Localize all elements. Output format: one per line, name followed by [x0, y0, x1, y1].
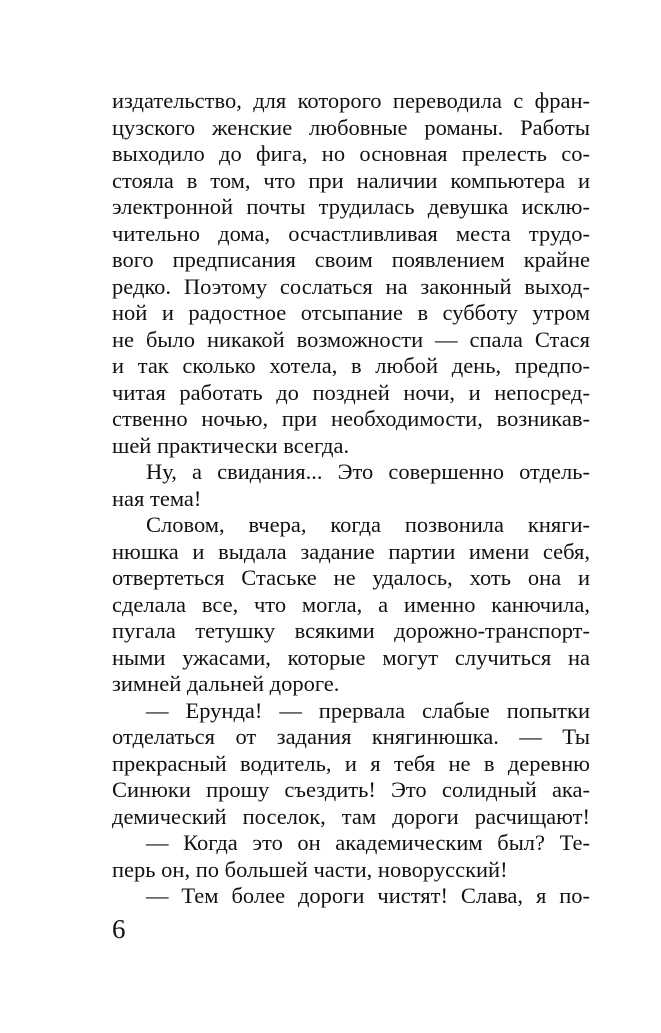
text-line: и так сколько хотела, в любой день, предпо-	[112, 353, 590, 378]
body-text	[112, 88, 590, 910]
text-line: зимней дальней дороге.	[112, 671, 340, 696]
text-line: цузского женские любовные романы. Работы	[112, 114, 590, 140]
text-line: демический поселок, там дороги расчищают!	[112, 803, 590, 829]
text-line: перь он, по большей части, новорусский!	[112, 856, 508, 882]
text-line: выходило до фига, но основная прелесть со-	[112, 141, 590, 166]
text-line: стояла в том, что при наличии компьютера и	[112, 167, 590, 193]
text-line: Ну, а свидания... Это совершенно отдель-	[146, 459, 590, 484]
text-line: Синюки прошу съездить! Это солидный ака-	[112, 777, 590, 802]
text-line: отделаться от задания княгинюшка. — Ты	[112, 724, 590, 749]
text-line: ной и радостное отсыпание в субботу утром	[112, 300, 590, 325]
text-line: вого предписания своим появлением крайне	[112, 247, 590, 272]
text-line: чительно дома, осчастливливая места трудо-	[112, 220, 590, 246]
text-line: редко. Поэтому сослаться на законный выход-	[112, 273, 590, 299]
text-line: сделала все, что могла, а именно канючила,	[112, 591, 590, 617]
text-line: издательство, для которого переводила с фран-	[112, 88, 590, 113]
text-line: — Когда это он академическим был? Те-	[146, 830, 590, 855]
text-line: электронной почты трудилась девушка исклю-	[112, 194, 590, 219]
text-line: пугала тетушку всякими дорожно-транспорт-	[112, 618, 590, 643]
text-line: ственно ночью, при необходимости, возникав-	[112, 406, 590, 431]
text-line: нюшка и выдала задание партии имени себя,	[112, 538, 590, 564]
text-line: шей практически всегда.	[112, 432, 350, 458]
text-line: отвертеться Стаське не удалось, хоть она и	[112, 565, 590, 590]
text-line: — Ерунда! — прервала слабые попытки	[146, 697, 590, 723]
text-line: Словом, вчера, когда позвонила княги-	[146, 512, 590, 537]
text-line: не было никакой возможности — спала Стася	[112, 326, 590, 352]
text-line: ная тема!	[112, 485, 202, 511]
text-line: ными ужасами, которые могут случиться на	[112, 644, 590, 670]
page-number: 6	[112, 914, 126, 944]
text-line: читая работать до поздней ночи, и непосред-	[112, 379, 590, 405]
text-line: прекрасный водитель, и я тебя не в деревню	[112, 750, 590, 776]
text-line: — Тем более дороги чистят! Слава, я по-	[146, 883, 590, 908]
